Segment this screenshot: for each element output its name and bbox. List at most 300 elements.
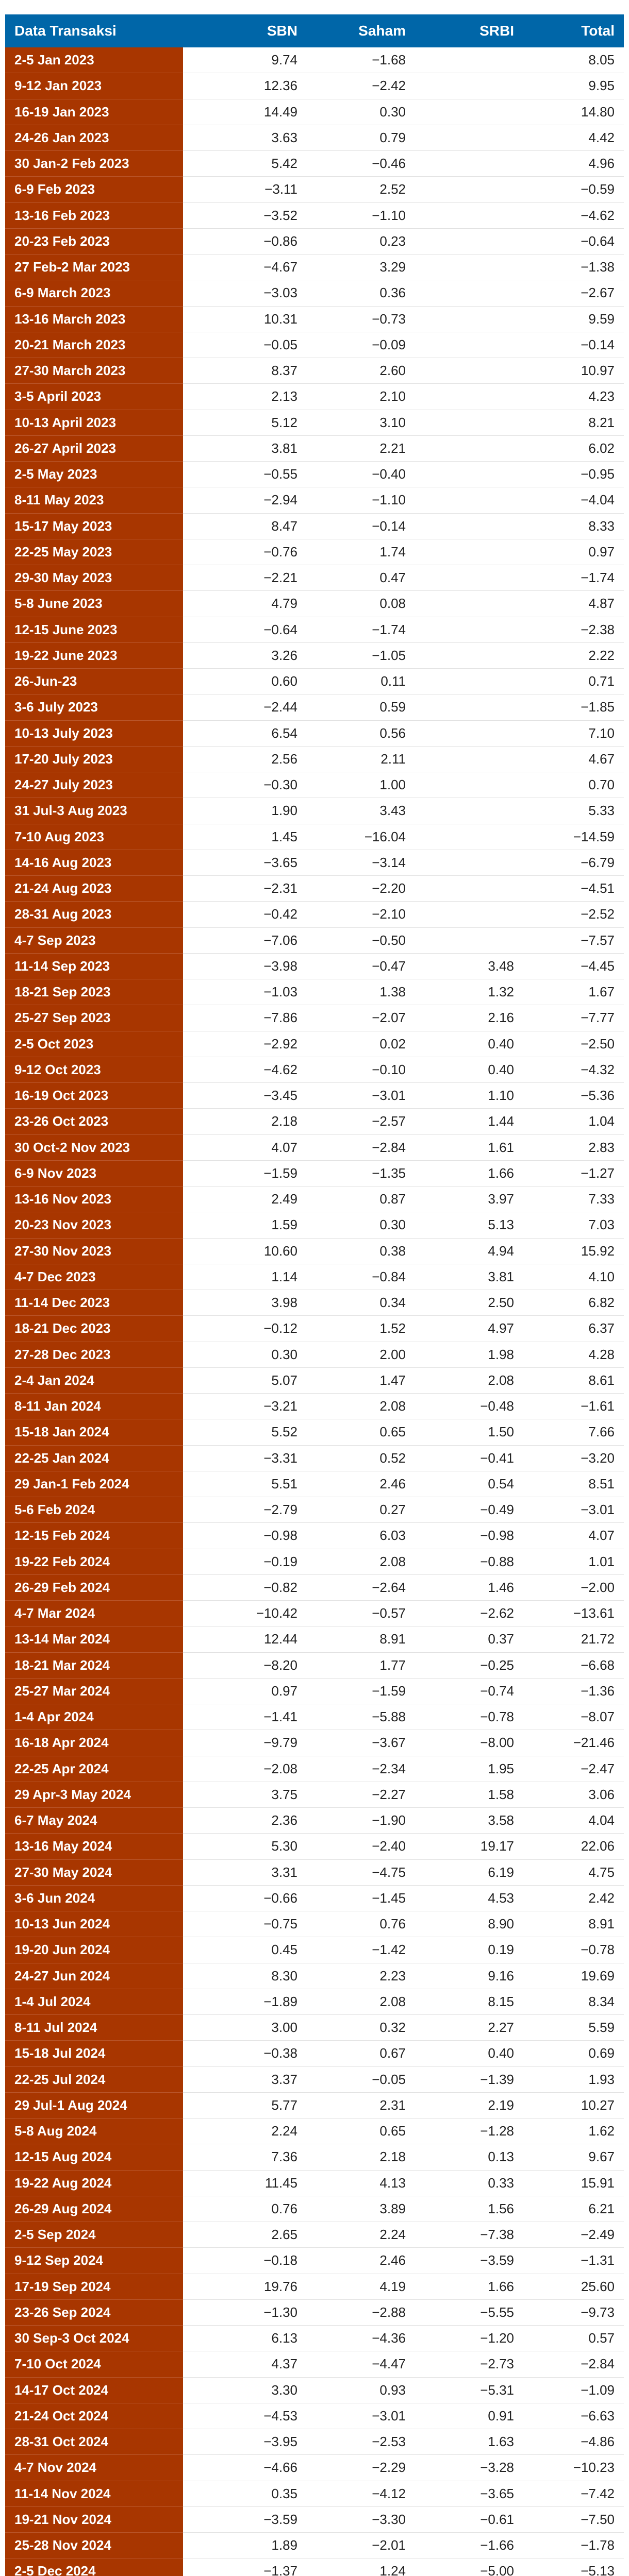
sbn-cell: −3.59 (183, 2506, 307, 2532)
srbi-cell (415, 565, 523, 591)
sbn-cell: 19.76 (183, 2274, 307, 2299)
saham-cell: −3.01 (307, 2403, 415, 2429)
table-row (5, 2429, 624, 2455)
sbn-cell: −3.11 (183, 177, 307, 202)
sbn-cell: −0.76 (183, 539, 307, 565)
sbn-cell: −1.89 (183, 1989, 307, 2014)
saham-cell: 0.27 (307, 1497, 415, 1523)
date-cell: 2-5 Dec 2024 (5, 2558, 183, 2576)
total-cell: 14.80 (523, 99, 624, 125)
saham-cell: −0.50 (307, 927, 415, 953)
table-row (5, 1859, 624, 1885)
total-cell: 22.06 (523, 1834, 624, 1859)
sbn-cell: 11.45 (183, 2170, 307, 2196)
total-cell: 9.67 (523, 2144, 624, 2170)
total-cell: −10.23 (523, 2455, 624, 2481)
date-cell: 17-19 Sep 2024 (5, 2274, 183, 2299)
total-cell: −9.73 (523, 2299, 624, 2325)
date-cell: 16-18 Apr 2024 (5, 1730, 183, 1756)
date-cell: 10-13 July 2023 (5, 720, 183, 746)
saham-cell: −1.59 (307, 1678, 415, 1704)
srbi-cell: −0.61 (415, 2506, 523, 2532)
date-cell: 2-5 Jan 2023 (5, 47, 183, 73)
total-cell: 3.06 (523, 1782, 624, 1807)
date-cell: 24-27 July 2023 (5, 772, 183, 798)
sbn-cell: −2.31 (183, 876, 307, 902)
srbi-cell: 4.53 (415, 1885, 523, 1911)
date-cell: 22-25 Jan 2024 (5, 1445, 183, 1471)
total-cell: 4.67 (523, 746, 624, 772)
date-cell: 8-11 May 2023 (5, 487, 183, 513)
total-cell: −21.46 (523, 1730, 624, 1756)
table-row (5, 1083, 624, 1109)
saham-cell: 1.24 (307, 2558, 415, 2576)
total-cell: 21.72 (523, 1626, 624, 1652)
sbn-cell: 8.47 (183, 513, 307, 539)
srbi-cell (415, 151, 523, 177)
srbi-cell (415, 798, 523, 824)
sbn-cell: 5.52 (183, 1419, 307, 1445)
saham-cell: 0.65 (307, 2119, 415, 2144)
total-cell: −6.79 (523, 850, 624, 875)
total-cell: 5.33 (523, 798, 624, 824)
sbn-cell: −2.92 (183, 1031, 307, 1057)
srbi-cell: 5.13 (415, 1212, 523, 1238)
sbn-cell: 5.77 (183, 2092, 307, 2118)
date-cell: 16-19 Jan 2023 (5, 99, 183, 125)
date-cell: 17-20 July 2023 (5, 746, 183, 772)
date-cell: 5-8 June 2023 (5, 591, 183, 617)
sbn-cell: 0.60 (183, 669, 307, 694)
sbn-cell: 5.51 (183, 1471, 307, 1497)
total-cell: −0.59 (523, 177, 624, 202)
sbn-cell: 1.45 (183, 824, 307, 850)
sbn-cell: −4.67 (183, 255, 307, 280)
total-cell: 9.95 (523, 73, 624, 99)
sbn-cell: −3.52 (183, 202, 307, 228)
saham-cell: 0.76 (307, 1911, 415, 1937)
table-row (5, 2403, 624, 2429)
column-header-total[interactable]: Total (523, 14, 624, 47)
header-row (5, 14, 624, 47)
table-row (5, 410, 624, 435)
total-cell: 15.91 (523, 2170, 624, 2196)
total-cell: −1.31 (523, 2248, 624, 2274)
date-cell: 18-21 Sep 2023 (5, 979, 183, 1005)
srbi-cell: −0.98 (415, 1523, 523, 1549)
total-cell: 2.22 (523, 642, 624, 668)
sbn-cell: 3.26 (183, 642, 307, 668)
total-cell: −1.78 (523, 2533, 624, 2558)
total-cell: 7.66 (523, 1419, 624, 1445)
saham-cell: −3.14 (307, 850, 415, 875)
srbi-cell: −0.48 (415, 1394, 523, 1419)
total-cell: −7.77 (523, 1005, 624, 1031)
total-cell: −14.59 (523, 824, 624, 850)
srbi-cell: 2.08 (415, 1367, 523, 1393)
date-cell: 24-27 Jun 2024 (5, 1963, 183, 1989)
sbn-cell: −3.95 (183, 2429, 307, 2455)
sbn-cell: −9.79 (183, 1730, 307, 1756)
srbi-cell: 19.17 (415, 1834, 523, 1859)
total-cell: 8.21 (523, 410, 624, 435)
total-cell: −3.20 (523, 1445, 624, 1471)
table-row (5, 73, 624, 99)
sbn-cell: −1.41 (183, 1704, 307, 1730)
sbn-cell: −3.03 (183, 280, 307, 306)
sbn-cell: 3.37 (183, 2066, 307, 2092)
saham-cell: −0.10 (307, 1057, 415, 1082)
srbi-cell: −1.39 (415, 2066, 523, 2092)
srbi-cell: 2.27 (415, 2015, 523, 2041)
table-row (5, 125, 624, 150)
total-cell: −1.61 (523, 1394, 624, 1419)
total-cell: 10.97 (523, 358, 624, 384)
table-row (5, 1730, 624, 1756)
table-row (5, 2377, 624, 2403)
table-row (5, 1419, 624, 1445)
sbn-cell: −3.65 (183, 850, 307, 875)
srbi-cell: 0.13 (415, 2144, 523, 2170)
date-cell: 26-29 Feb 2024 (5, 1574, 183, 1600)
table-row (5, 2481, 624, 2506)
srbi-cell (415, 462, 523, 487)
table-row (5, 2248, 624, 2274)
column-header-data-transaksi[interactable]: Data Transaksi (5, 14, 183, 47)
saham-cell: −2.88 (307, 2299, 415, 2325)
date-cell: 5-8 Aug 2024 (5, 2119, 183, 2144)
date-cell: 7-10 Aug 2023 (5, 824, 183, 850)
srbi-cell (415, 876, 523, 902)
total-cell: −7.50 (523, 2506, 624, 2532)
saham-cell: 2.21 (307, 435, 415, 461)
total-cell: −2.49 (523, 2222, 624, 2248)
total-cell: 4.87 (523, 591, 624, 617)
sbn-cell: −0.98 (183, 1523, 307, 1549)
total-cell: 0.69 (523, 2041, 624, 2066)
date-cell: 10-13 April 2023 (5, 410, 183, 435)
table-row (5, 1005, 624, 1031)
date-cell: 6-9 Feb 2023 (5, 177, 183, 202)
srbi-cell: 1.32 (415, 979, 523, 1005)
date-cell: 30 Jan-2 Feb 2023 (5, 151, 183, 177)
table-row (5, 228, 624, 254)
date-cell: 14-17 Oct 2024 (5, 2377, 183, 2403)
table-row (5, 1911, 624, 1937)
date-cell: 31 Jul-3 Aug 2023 (5, 798, 183, 824)
table-row (5, 565, 624, 591)
table-container (0, 14, 629, 2576)
saham-cell: 2.46 (307, 1471, 415, 1497)
sbn-cell: −0.82 (183, 1574, 307, 1600)
total-cell: −6.63 (523, 2403, 624, 2429)
saham-cell: 2.18 (307, 2144, 415, 2170)
srbi-cell (415, 435, 523, 461)
table-row (5, 99, 624, 125)
srbi-cell: 0.40 (415, 1031, 523, 1057)
date-cell: 18-21 Mar 2024 (5, 1652, 183, 1678)
saham-cell: 0.23 (307, 228, 415, 254)
srbi-cell: 9.16 (415, 1963, 523, 1989)
srbi-cell: 1.56 (415, 2196, 523, 2222)
date-cell: 4-7 Sep 2023 (5, 927, 183, 953)
date-cell: 15-18 Jul 2024 (5, 2041, 183, 2066)
srbi-cell (415, 669, 523, 694)
saham-cell: 3.29 (307, 255, 415, 280)
srbi-cell: 0.40 (415, 1057, 523, 1082)
date-cell: 11-14 Sep 2023 (5, 953, 183, 979)
sbn-cell: 1.90 (183, 798, 307, 824)
sbn-cell: −0.55 (183, 462, 307, 487)
total-cell: 4.04 (523, 1808, 624, 1834)
saham-cell: 0.52 (307, 1445, 415, 1471)
saham-cell: 2.46 (307, 2248, 415, 2274)
total-cell: 4.96 (523, 151, 624, 177)
saham-cell: −0.46 (307, 151, 415, 177)
saham-cell: 0.11 (307, 669, 415, 694)
date-cell: 11-14 Nov 2024 (5, 2481, 183, 2506)
srbi-cell: −3.28 (415, 2455, 523, 2481)
saham-cell: −4.36 (307, 2326, 415, 2351)
sbn-cell: 2.65 (183, 2222, 307, 2248)
sbn-cell: 8.30 (183, 1963, 307, 1989)
date-cell: 2-5 Oct 2023 (5, 1031, 183, 1057)
srbi-cell: −0.78 (415, 1704, 523, 1730)
table-row (5, 1963, 624, 1989)
sbn-cell: −0.18 (183, 2248, 307, 2274)
sbn-cell: −1.03 (183, 979, 307, 1005)
table-row (5, 1497, 624, 1523)
total-cell: 8.34 (523, 1989, 624, 2014)
table-row (5, 1808, 624, 1834)
saham-cell: −4.12 (307, 2481, 415, 2506)
saham-cell: −1.05 (307, 642, 415, 668)
table-row (5, 1057, 624, 1082)
srbi-cell (415, 642, 523, 668)
total-cell: 1.01 (523, 1549, 624, 1574)
total-cell: −4.86 (523, 2429, 624, 2455)
date-cell: 7-10 Oct 2024 (5, 2351, 183, 2377)
sbn-cell: 3.81 (183, 435, 307, 461)
srbi-cell (415, 280, 523, 306)
srbi-cell (415, 358, 523, 384)
srbi-cell (415, 617, 523, 642)
table-row (5, 824, 624, 850)
srbi-cell: −2.73 (415, 2351, 523, 2377)
table-row (5, 2533, 624, 2558)
date-cell: 13-16 Nov 2023 (5, 1187, 183, 1212)
total-cell: 1.04 (523, 1109, 624, 1134)
table-row (5, 1316, 624, 1342)
date-cell: 23-26 Oct 2023 (5, 1109, 183, 1134)
table-row (5, 591, 624, 617)
date-cell: 21-24 Aug 2023 (5, 876, 183, 902)
sbn-cell: 0.35 (183, 2481, 307, 2506)
srbi-cell: 4.94 (415, 1238, 523, 1264)
sbn-cell: −0.19 (183, 1549, 307, 1574)
saham-cell: −2.40 (307, 1834, 415, 1859)
total-cell: −3.01 (523, 1497, 624, 1523)
column-header-srbi[interactable]: SRBI (415, 14, 523, 47)
srbi-cell (415, 99, 523, 125)
table-row (5, 2558, 624, 2576)
table-row (5, 902, 624, 927)
srbi-cell (415, 177, 523, 202)
srbi-cell (415, 720, 523, 746)
total-cell: 1.62 (523, 2119, 624, 2144)
table-row (5, 1523, 624, 1549)
saham-cell: 8.91 (307, 1626, 415, 1652)
date-cell: 15-17 May 2023 (5, 513, 183, 539)
sbn-cell: 2.49 (183, 1187, 307, 1212)
table-row (5, 746, 624, 772)
saham-cell: 0.67 (307, 2041, 415, 2066)
total-cell: −2.47 (523, 1756, 624, 1782)
table-row (5, 1445, 624, 1471)
date-cell: 4-7 Dec 2023 (5, 1264, 183, 1290)
srbi-cell (415, 202, 523, 228)
total-cell: 7.10 (523, 720, 624, 746)
sbn-cell: −8.20 (183, 1652, 307, 1678)
saham-cell: 1.74 (307, 539, 415, 565)
table-row (5, 539, 624, 565)
table-row (5, 487, 624, 513)
sbn-cell: −7.06 (183, 927, 307, 953)
table-row (5, 2015, 624, 2041)
srbi-cell (415, 824, 523, 850)
total-cell: 0.71 (523, 669, 624, 694)
date-cell: 3-6 July 2023 (5, 694, 183, 720)
date-cell: 27 Feb-2 Mar 2023 (5, 255, 183, 280)
sbn-cell: −0.66 (183, 1885, 307, 1911)
total-cell: −5.36 (523, 1083, 624, 1109)
saham-cell: −3.67 (307, 1730, 415, 1756)
saham-cell: 2.24 (307, 2222, 415, 2248)
srbi-cell (415, 410, 523, 435)
saham-cell: −2.01 (307, 2533, 415, 2558)
total-cell: −13.61 (523, 1601, 624, 1626)
sbn-cell: −4.53 (183, 2403, 307, 2429)
date-cell: 22-25 May 2023 (5, 539, 183, 565)
sbn-cell: 2.18 (183, 1109, 307, 1134)
sbn-cell: −2.44 (183, 694, 307, 720)
total-cell: −7.57 (523, 927, 624, 953)
saham-cell: 3.43 (307, 798, 415, 824)
date-cell: 25-27 Mar 2024 (5, 1678, 183, 1704)
srbi-cell: −0.74 (415, 1678, 523, 1704)
table-row (5, 1134, 624, 1160)
sbn-cell: 3.31 (183, 1859, 307, 1885)
saham-cell: −1.10 (307, 202, 415, 228)
srbi-cell: 4.97 (415, 1316, 523, 1342)
sbn-cell: −0.64 (183, 617, 307, 642)
date-cell: 14-16 Aug 2023 (5, 850, 183, 875)
date-cell: 9-12 Oct 2023 (5, 1057, 183, 1082)
saham-cell: −0.09 (307, 332, 415, 358)
table-row (5, 47, 624, 73)
table-row (5, 1989, 624, 2014)
table-row (5, 720, 624, 746)
total-cell: −1.38 (523, 255, 624, 280)
sbn-cell: 4.37 (183, 2351, 307, 2377)
table-row (5, 2274, 624, 2299)
saham-cell: −0.84 (307, 1264, 415, 1290)
total-cell: −0.95 (523, 462, 624, 487)
total-cell: 4.07 (523, 1523, 624, 1549)
date-cell: 6-7 May 2024 (5, 1808, 183, 1834)
sbn-cell: 8.37 (183, 358, 307, 384)
table-row (5, 1574, 624, 1600)
column-header-sbn[interactable]: SBN (183, 14, 307, 47)
total-cell: −4.45 (523, 953, 624, 979)
sbn-cell: 0.97 (183, 1678, 307, 1704)
total-cell: 6.82 (523, 1290, 624, 1316)
total-cell: 8.91 (523, 1911, 624, 1937)
date-cell: 30 Oct-2 Nov 2023 (5, 1134, 183, 1160)
column-header-saham[interactable]: Saham (307, 14, 415, 47)
srbi-cell (415, 306, 523, 332)
saham-cell: 2.08 (307, 1549, 415, 1574)
total-cell: 8.05 (523, 47, 624, 73)
date-cell: 4-7 Mar 2024 (5, 1601, 183, 1626)
saham-cell: 2.11 (307, 746, 415, 772)
table-row (5, 1342, 624, 1367)
table-row (5, 1031, 624, 1057)
sbn-cell: 0.45 (183, 1937, 307, 1963)
sbn-cell: 2.24 (183, 2119, 307, 2144)
date-cell: 1-4 Jul 2024 (5, 1989, 183, 2014)
saham-cell: 2.31 (307, 2092, 415, 2118)
table-row (5, 1678, 624, 1704)
srbi-cell (415, 384, 523, 410)
sbn-cell: −4.62 (183, 1057, 307, 1082)
srbi-cell: 0.91 (415, 2403, 523, 2429)
table-row (5, 435, 624, 461)
saham-cell: 0.38 (307, 1238, 415, 1264)
srbi-cell (415, 591, 523, 617)
total-cell: −4.32 (523, 1057, 624, 1082)
saham-cell: 4.13 (307, 2170, 415, 2196)
srbi-cell: 1.46 (415, 1574, 523, 1600)
saham-cell: −1.42 (307, 1937, 415, 1963)
table-row (5, 306, 624, 332)
table-row (5, 2326, 624, 2351)
srbi-cell: 1.10 (415, 1083, 523, 1109)
total-cell: −1.09 (523, 2377, 624, 2403)
date-cell: 19-22 June 2023 (5, 642, 183, 668)
sbn-cell: −0.42 (183, 902, 307, 927)
table-row (5, 2144, 624, 2170)
total-cell: −2.52 (523, 902, 624, 927)
srbi-cell (415, 47, 523, 73)
sbn-cell: −10.42 (183, 1601, 307, 1626)
srbi-cell: −2.62 (415, 1601, 523, 1626)
table-row (5, 2299, 624, 2325)
date-cell: 20-21 March 2023 (5, 332, 183, 358)
date-cell: 9-12 Jan 2023 (5, 73, 183, 99)
date-cell: 22-25 Apr 2024 (5, 1756, 183, 1782)
table-row (5, 462, 624, 487)
date-cell: 2-5 Sep 2024 (5, 2222, 183, 2248)
total-cell: 6.37 (523, 1316, 624, 1342)
sbn-cell: 7.36 (183, 2144, 307, 2170)
sbn-cell: 2.36 (183, 1808, 307, 1834)
sbn-cell: 4.79 (183, 591, 307, 617)
saham-cell: −5.88 (307, 1704, 415, 1730)
date-cell: 25-28 Nov 2024 (5, 2533, 183, 2558)
total-cell: 8.61 (523, 1367, 624, 1393)
date-cell: 1-4 Apr 2024 (5, 1704, 183, 1730)
